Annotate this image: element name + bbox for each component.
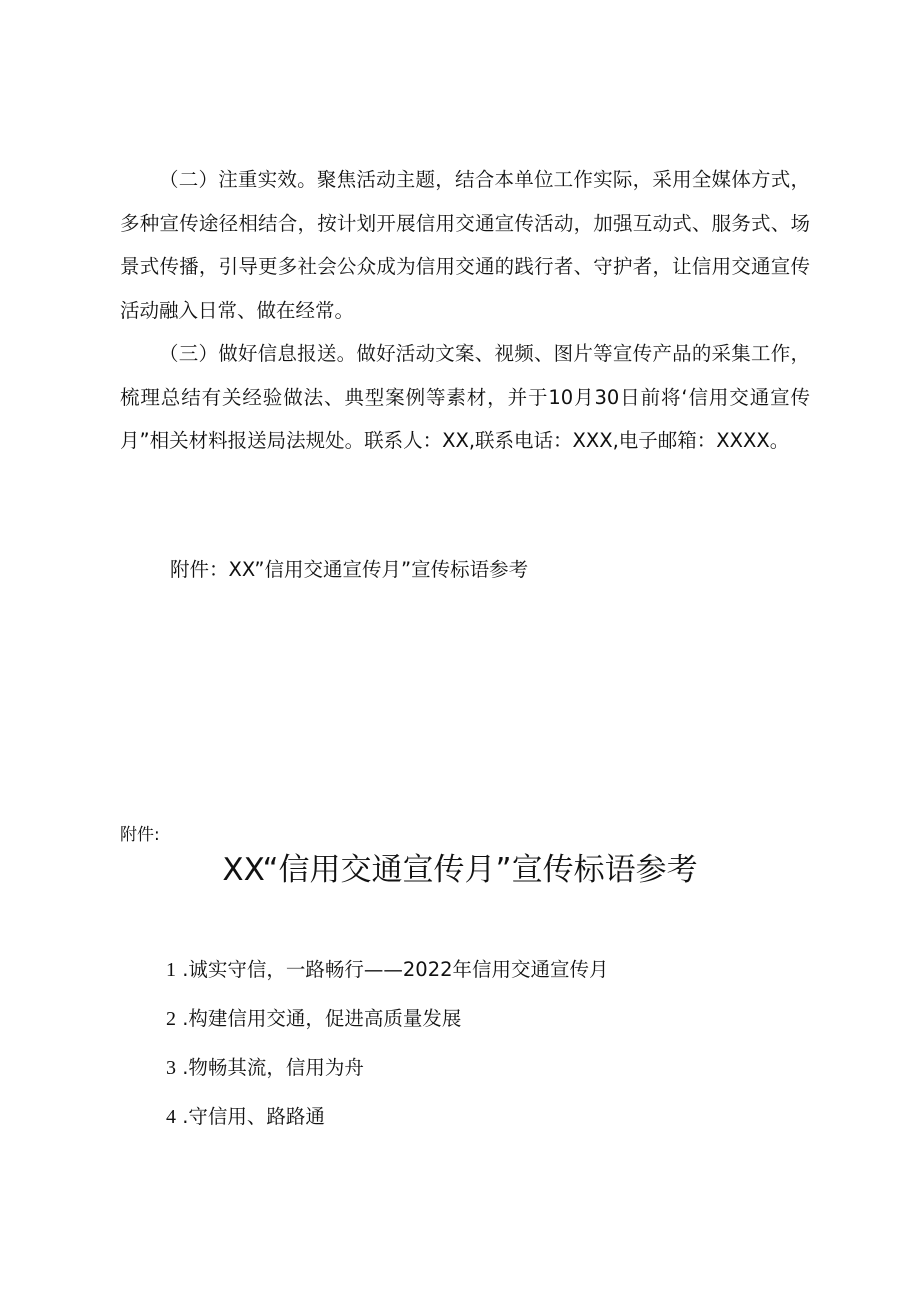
slogan-item bbox=[166, 1043, 609, 1092]
paragraph-effectiveness: （二）注重实效。聚焦活动主题，结合本单位工作实际，采用全媒体方式，多种宣传途径相结合，按计划开展信用交通宣传活动，加强互动式、服务式、场景式传播，引导更多社会公众成为信用交通的践行者、守护者，让信用交通宣传活动融入日常、做在经常。 bbox=[120, 168, 810, 322]
slogan-list bbox=[166, 945, 609, 1141]
slogan-text: .守信用、路路通 bbox=[182, 1105, 325, 1128]
paragraph-info-reporting: （三）做好信息报送。做好活动文案、视频、图片等宣传产品的采集工作，梳理总结有关经验做法、典型案例等素材，并于10月30日前将‘信用交通宣传月”相关材料报送局法规处。联系人：XX,联系电话：XXX,电子邮箱：XXXX。 bbox=[120, 342, 810, 452]
slogan-item bbox=[166, 945, 609, 994]
attachment-title: XX“信用交通宣传月”宣传标语参考 bbox=[222, 852, 698, 888]
slogan-text: .构建信用交通，促进高质量发展 bbox=[182, 1007, 462, 1030]
slogan-number: 1 bbox=[166, 959, 176, 981]
slogan-item bbox=[166, 1092, 609, 1141]
slogan-number: 3 bbox=[166, 1057, 176, 1079]
slogan-item bbox=[166, 994, 609, 1043]
slogan-text: .物畅其流，信用为舟 bbox=[182, 1056, 364, 1079]
attachment-reference: 附件：XX”信用交通宣传月”宣传标语参考 bbox=[170, 558, 529, 581]
attachment-label: 附件: bbox=[120, 825, 160, 845]
slogan-number: 4 bbox=[166, 1106, 176, 1128]
slogan-text: .诚实守信，一路畅行——2022年信用交通宣传月 bbox=[182, 958, 609, 981]
slogan-number: 2 bbox=[166, 1008, 176, 1030]
